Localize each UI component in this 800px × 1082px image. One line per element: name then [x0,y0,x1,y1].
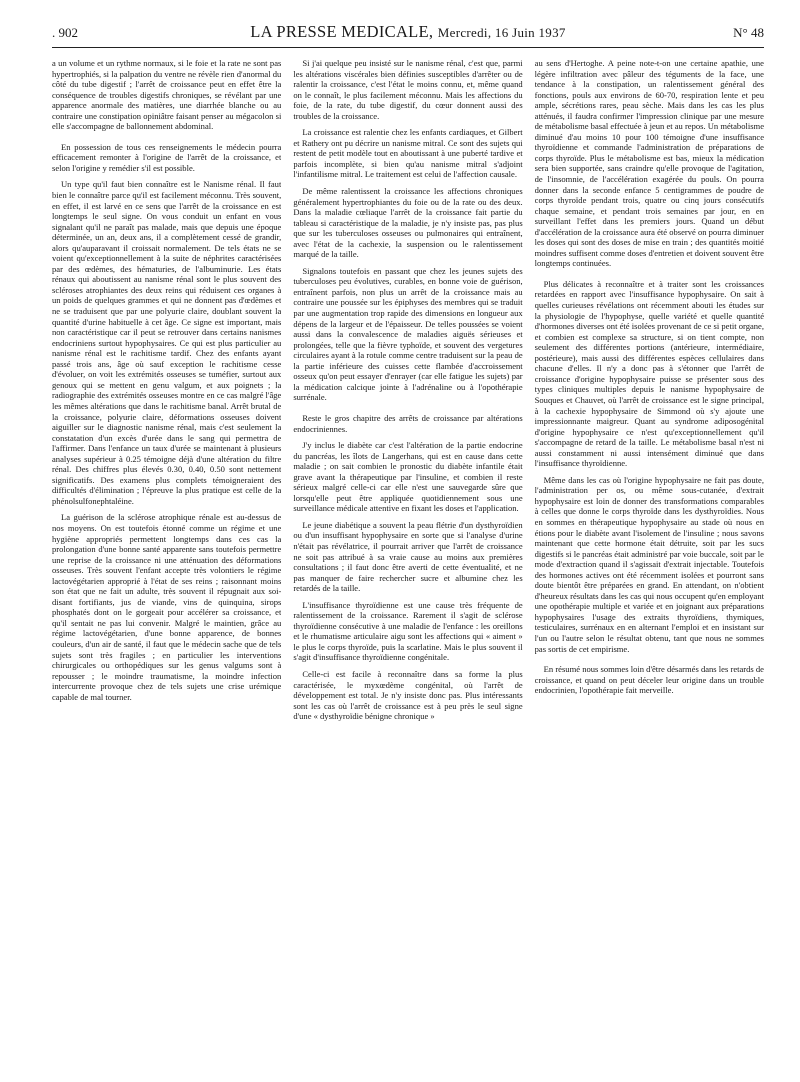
paragraph: a un volume et un rythme normaux, si le foie et la rate ne sont pas hypertrophiés, si la palpation du ventre ne révèle rien d'anormal du côté du tube digestif ; l'arrêt de croissance peut en effet être la conséquence de troubles digestifs chroniques, se révélant par une apparence anormale des matières, une diarrhée blanche ou au contraire une constipation opiniâtre faisant penser au mégacolon si elle s'accompagne de ballonnement abdominal. [52,58,282,132]
paragraph: En possession de tous ces renseignements le médecin pourra efficacement remonter à l'origine de l'arrêt de la croissance, et selon l'origine y remédier s'il est possible. [52,141,282,173]
paragraph: La guérison de la sclérose atrophique rénale est au-dessus de nos moyens. On est toutefois étonné comme un régime et une hygiène appropriés permettent longtemps dans ces cas la prolongation d'une bonne santé apparente sans toutefois permettre une reprise de la croissance ni une atténuation des déformations osseuses. Très souvent l'enfant accepte très volontiers le régime lactovégétarien approprié à l'état de ses reins ; raisonnant moins son état que ne fait un adulte, très souvent il répugnait aux soi-disant fortifiants, jus de viande, vins de quinquina, sirops phosphatés dont on le gorgeait pour accélérer sa croissance, et qu'il sentait ne pas lui convenir. Malgré le maintien, grâce au régime lactovégétarien, d'une bonne apparence, de bonnes couleurs, d'un air de santé, il faut que le médecin sache que de tels sujets sont très fragiles ; en particulier les interventions chirurgicales ou orthopédiques sur les genus valgums sont à repousser ; le moindre traumatisme, la moindre infection intercurrente provoque chez de tels sujets une crise urémique capable de mal tourner. [52,512,282,702]
journal-header-title [122,22,694,42]
paragraph: Plus délicates à reconnaître et à traiter sont les croissances retardées en rapport avec l'insuffisance hypophysaire. On sait à quelles curieuses révélations ont récemment abouti les études sur la physiologie de l'hypophyse, quelle variété et quelle quantité d'hormones diverses ont été isolées provenant de ce si petit organe, et combien est complexe sa structure, si on tient compte, non seulement des différentes portions (antérieure, intermédiaire, postérieure), mais aussi des différentes espèces cellulaires dans chacune d'elles. Il n'y a donc pas à s'étonner que l'arrêt de croissance d'origine hypophysaire puisse se présenter sous des types cliniques multiples depuis le nanisme hypophysaire de Souques et Chauvet, où l'arrêt de croissance est le signe principal, à la cachexie hypophysaire de Simmond où s'y ajoute une impressionnante maigreur. Quant au syndrome adiposogénital d'origine hypophysaire ce n'est qu'exceptionnellement qu'il s'accompagne de retard de la taille. Le métabolisme basal n'est ni aussi constamment ni aussi intensément diminué que dans l'insuffisance thyroïdienne. [534,278,764,469]
issue-number: N° 48 [733,25,764,40]
paragraph: Celle-ci est facile à reconnaître dans sa forme la plus caractérisée, le myxœdème congénital, où l'arrêt de développement est total. Je n'y insiste donc pas. Plus intéressants sont les cas où l'arrêt de croissance est à peu près le seul signe d'une « dysthyroïdie bénigne chronique » [293,668,523,722]
article-columns [52,58,764,1076]
paragraph: Un type qu'il faut bien connaître est le Nanisme rénal. Il faut bien le connaître parce qu'il est facilement méconnu. Très souvent, en effet, il est larvé en ce sens que l'arrêt de la croissance en est longtemps le seul signe. On vous conduit un enfant en vous signalant qu'il ne paraît pas malade, mais que depuis une époque déterminée, un an, deux ans, il a complètement cessé de grandir, alors qu'auparavant il croissait normalement. De tels états ne se voient qu'exceptionnellement à la suite de néphrites caractérisées par des œdèmes, des hématuries, de l'albuminurie. Les états rénaux qui aboutissent au nanisme rénal sont le plus souvent des scléroses atrophiantes des deux reins qui réduisent ces organes à un poids de quelques grammes et qui ne donnent pas d'œdèmes et ne se traduisent que par une polyurie claire, doublant souvent la quantité d'urine habituelle à cet âge. Ce signe est important, mais non caractéristique car il peut se retrouver dans certains nanismes endocriniens surtout hypophysaires. Ce qui est plus particulier au nanisme rénal est le rachitisme tardif. Chez des enfants ayant passé trois ans, âge où sauf exception le rachitisme cesse d'évoluer, on voit les extrémités osseuses se tuméfier, surtout aux genoux qui se mettent en genu valgum, et aux poignets ; la radiographie des extrémités osseuses montre en ce cas malgré l'âge les mêmes altérations que dans le rachitisme banal. Arrêt brutal de la croissance, polyurie claire, déformations osseuses doivent aiguiller sur le diagnostic nanisme rénal, mais c'est seulement la constatation d'un excès d'urée dans le sang qui permettra de l'affirmer. Dans l'enfance un taux d'urée se maintenant à plusieurs analyses supérieur à 0.25 témoigne déjà d'une altération du filtre rénal. Des chiffres plus élevés 0.30, 0.40, 0.50 sont nettement significatifs. Des examens plus complets témoigneraient des difficultés d'élimination ; l'épreuve la plus pratique est celle de la phénolsulfonephtaléine. [52,179,282,506]
paragraph: Le jeune diabétique a souvent la peau flétrie d'un dysthyroïdien ou d'un insuffisant hypophysaire en sorte que si l'analyse d'urine n'était pas révélatrice, il pourrait arriver que l'arrêt de croissance ne soit pas attribué à sa vraie cause au moins aux premières consultations ; il faut donc être averti de cette éventualité, et ne pas manquer de faire rechercher sucre et albumine chez les retardés de la taille. [293,519,523,594]
column-right [535,58,764,1076]
issue-date: Mercredi, 16 Juin 1937 [437,25,566,40]
paragraph: La croissance est ralentie chez les enfants cardiaques, et Gilbert et Rathery ont pu décrire un nanisme mitral. Ce sont des sujets qui restent de petit modèle tout en aboutissant à une puberté tardive et parfois incomplète, si bien qu'au nanisme mitral s'adjoint l'infantilisme mitral. Le traitement est celui de l'affection causale. [293,127,523,180]
paragraph: au sens d'Hertoghe. A peine note-t-on une certaine apathie, une légère infiltration avec pâleur des téguments de la face, une tendance à la constipation, un ralentissement général des fonctions, pouls aux environs de 60-70, respiration lente et peu ample, sécrétions rares, peau sèche. Mais dans les cas les plus atténués, il faudra confirmer l'impression clinique par une mesure de métabolisme basal effectuée à jeun et au repos. Un métabolisme diminué d'au moins 10 pour 100 témoigne d'une insuffisance thyroïdienne et commande l'administration de préparations de corps thyroïde. Plus le métabolisme est bas, mieux la médication sera bien supportée, sans craindre qu'elle provoque de l'agitation, de l'insomnie, de l'accélération exagérée du pouls. On pourra donner dans la seconde enfance 5 centigrammes de poudre de corps thyroïde pendant trois, quatre ou cinq jours consécutifs chaque semaine, et pendant trois semaines par jour, en en surveillant l'effet dans les premiers jours. Quand un début d'accélération de la croissance aura été observé on pourra diminuer les doses qui sont des doses de mise en train ; des quantités moitié moindres suffisent comme doses d'entretien et doivent souvent être longtemps continuées. [534,58,764,269]
paragraph: Reste le gros chapitre des arrêts de croissance par altérations endocriniennes. [293,412,523,434]
column-left [52,58,281,1076]
paragraph: En résumé nous sommes loin d'être désarmés dans les retards de croissance, et quand on peut déceler leur origine dans un trouble endocrinien, l'opothérapie fait merveille. [534,664,764,696]
column-middle [293,58,522,1076]
paragraph: Signalons toutefois en passant que chez les jeunes sujets des tuberculoses peu évolutives, curables, en bonne voie de guérison, entraînent parfois, non plus un arrêt de la croissance mais au contraire une poussée sur les épiphyses des membres qui se traduit par une augmentation trop rapide des dimensions en longueur aux dépens de la largeur et de l'épaisseur. De telles poussées se voient aussi dans la convalescence de maladies aiguës sérieuses et prolongées, telle que la fièvre typhoïde, et souvent des vergetures circulaires ayant à la rotule comme centre traduisent sur la peau de la partie inférieure des cuisses cette flambée d'accroissement osseux qu'on peut essayer d'enrayer (car elle fatigue les sujets) par la médication calcique jointe à l'adrénaline ou à l'opothérapie surrénale. [293,265,523,403]
paragraph: Si j'ai quelque peu insisté sur le nanisme rénal, c'est que, parmi les altérations viscérales bien définies susceptibles d'arrêter ou de ralentir la croissance, c'est l'état le moins connu, et, même quand on le connaît, le plus facilement méconnu. Mais les affections du foie, de la rate, du tube digestif, du cœur donnent aussi des troubles de la croissance. [293,58,523,121]
page-number: . 902 [52,25,78,40]
paragraph: Même dans les cas où l'origine hypophysaire ne fait pas doute, l'administration per os, ou même sous-cutanée, d'extrait hypophysaire est loin de donner des transformations comparables à celles que donne le corps thyroïde dans les dysthyroïdies. Nous en sommes en thérapeutique hypophysaire au stade où nous en étions pour le diabète avant l'isolement de l'insuline ; nous savons maintenant que cette hormone était détruite, soit par les sucs digestifs si le pancréas était administré par voie buccale, soit par le mode d'extraction quand il s'agissait d'extrait injectable. Toutefois des hormones actives ont été récemment isolées et pourront sans doute bientôt être préparées en grand. En attendant, on n'obtient d'heureux résultats dans les cas qui nous occupent qu'en employant une opothérapie multiple et variée et en joignant aux préparations hypophysaires l'usage des extraits thyroïdiens, thymiques, testiculaires, surrénaux en en alternant l'emploi et en insistant sur l'un ou l'autre selon le résultat obtenu, tant que nous ne sommes pas sortis de cet empirisme. [534,474,764,654]
paragraph: De même ralentissent la croissance les affections chroniques généralement hypertrophiantes du foie ou de la rate ou des deux. Dans la maladie cœliaque l'arrêt de la croissance fait partie du tableau si caractéristique de la maladie, je n'y insiste pas, pas plus que sur les tuberculoses osseuses ou pulmonaires qui entraînent, avec l'état de la cachexie, la suspension ou le ralentissement marqué de la taille. [293,186,523,260]
paragraph: J'y inclus le diabète car c'est l'altération de la partie endocrine du pancréas, les îlots de Langerhans, qui est en cause dans cette maladie ; on sait combien le pronostic du diabète infantile était grave avant la thérapeutique par l'insuline, et combien il reste sérieux malgré celle-ci car elle n'est une sauvegarde sûre que lorsqu'elle peut être appliquée quotidiennement sous une surveillance médicale attentive en fixant les doses et l'application. [293,440,523,514]
running-header [52,22,764,48]
paragraph: L'insuffisance thyroïdienne est une cause très fréquente de ralentissement de la croissance. Rarement il s'agit de sclérose thyroïdienne consécutive à une maladie de l'enfance : les oreillons et le rhumatisme articulaire aigu sont les affections qui « aiment » le plus le corps thyroïde, puis la scarlatine. Mais le plus souvent il s'agit d'insuffisance thyroïdienne congénitale. [293,599,523,663]
journal-title: LA PRESSE MEDICALE, [250,22,434,41]
